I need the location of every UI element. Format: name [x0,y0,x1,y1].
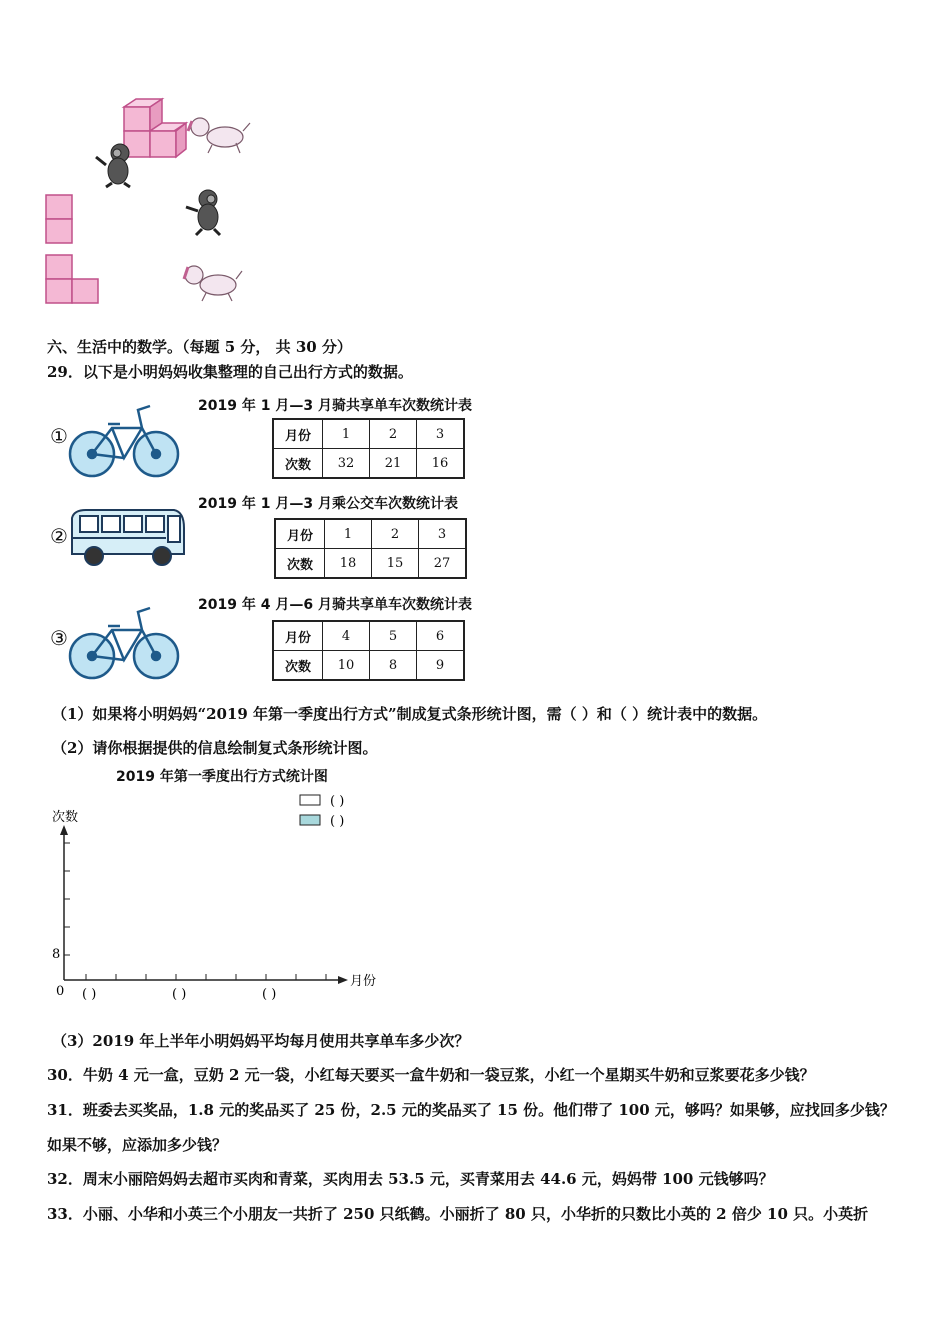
y-axis-arrow [60,825,68,835]
table-header-month: 月份 [273,419,323,449]
legend-label-1: ( ) [330,794,345,809]
monkey-icon [96,144,130,187]
table-header-count: 次数 [273,651,323,681]
table-header-count: 次数 [275,549,325,579]
table-cell: 27 [419,549,467,579]
stats-table-2 [274,518,467,579]
table-header-month: 月份 [273,621,323,651]
question-30: 30．牛奶 4 元一盒，豆奶 2 元一袋，小红每天要买一盒牛奶和一袋豆浆，小红一个星期买牛奶和豆浆要花多少钱？ [47,1066,815,1084]
x-axis-label: 月份 [350,974,377,989]
table-cell: 15 [372,549,419,579]
table-cell: 21 [370,449,417,479]
dog-icon [188,118,250,153]
question-31-line1: 31．班委去买奖品，1.8 元的奖品买了 25 份，2.5 元的奖品买了 15 份。他们带了 100 元，够吗？如果够，应找回多少钱？ [47,1101,895,1119]
question-33: 33．小丽、小华和小英三个小朋友一共折了 250 只纸鹤。小丽折了 80 只，小华折的只数比小英的 2 倍少 10 只。小英折 [47,1205,869,1223]
table-title: 2019 年 4 月—6 月骑共享单车次数统计表 [198,597,472,613]
marker-2: ② [50,524,68,548]
marker-3: ③ [50,626,68,650]
question-32: 32．周末小丽陪妈妈去超市买肉和青菜，买肉用去 53.5 元，买青菜用去 44.6 元，妈妈带 100 元钱够吗？ [47,1170,774,1188]
table-header-month: 月份 [275,519,325,549]
legend-swatch-2 [300,815,320,825]
dog-icon [184,266,242,301]
table-cell: 3 [419,519,467,549]
question-31-line2: 如果不够，应添加多少钱？ [47,1136,228,1154]
table-cell: 6 [417,621,465,651]
l-view-shape [46,255,98,303]
stats-table-1 [272,418,465,479]
bicycle-icon [68,396,180,482]
chart-area [40,785,420,1010]
front-view-shape [46,195,72,243]
x-category-label: ( ) [172,987,187,1002]
sub-question-3: （3）2019 年上半年小明妈妈平均每月使用共享单车多少次？ [52,1032,470,1050]
legend-swatch-1 [300,795,320,805]
x-category-label: ( ) [262,987,277,1002]
table-cell: 10 [323,651,370,681]
table-header-count: 次数 [273,449,323,479]
cube-block [124,99,186,157]
section-heading: 六、生活中的数学。（每题 5 分， 共 30 分） [47,338,352,356]
views-figure [40,95,260,310]
bus-icon [66,506,188,568]
stats-table-3 [272,620,465,681]
y-tick-label: 8 [52,947,61,962]
table-cell: 1 [325,519,372,549]
origin-label: 0 [56,984,65,999]
sub-question-1: （1）如果将小明妈妈“2019 年第一季度出行方式”制成复式条形统计图，需（ ）和（ ）统计表中的数据。 [52,705,768,723]
table-cell: 32 [323,449,370,479]
monkey-icon [186,190,220,235]
question-29-intro: 29．以下是小明妈妈收集整理的自己出行方式的数据。 [47,363,413,381]
table-cell: 16 [417,449,465,479]
bicycle-icon [68,598,180,684]
marker-1: ① [50,424,68,448]
table-cell: 9 [417,651,465,681]
chart-title: 2019 年第一季度出行方式统计图 [116,769,328,785]
table-cell: 2 [372,519,419,549]
table-title: 2019 年 1 月—3 月骑共享单车次数统计表 [198,398,472,414]
table-cell: 4 [323,621,370,651]
x-axis-arrow [338,976,348,984]
y-axis-label: 次数 [52,810,79,825]
table-cell: 2 [370,419,417,449]
sub-question-2: （2）请你根据提供的信息绘制复式条形统计图。 [52,739,378,757]
x-category-label: ( ) [82,987,97,1002]
table-cell: 1 [323,419,370,449]
table-cell: 5 [370,621,417,651]
legend-label-2: ( ) [330,814,345,829]
table-cell: 18 [325,549,372,579]
table-title: 2019 年 1 月—3 月乘公交车次数统计表 [198,496,458,512]
table-cell: 3 [417,419,465,449]
table-cell: 8 [370,651,417,681]
